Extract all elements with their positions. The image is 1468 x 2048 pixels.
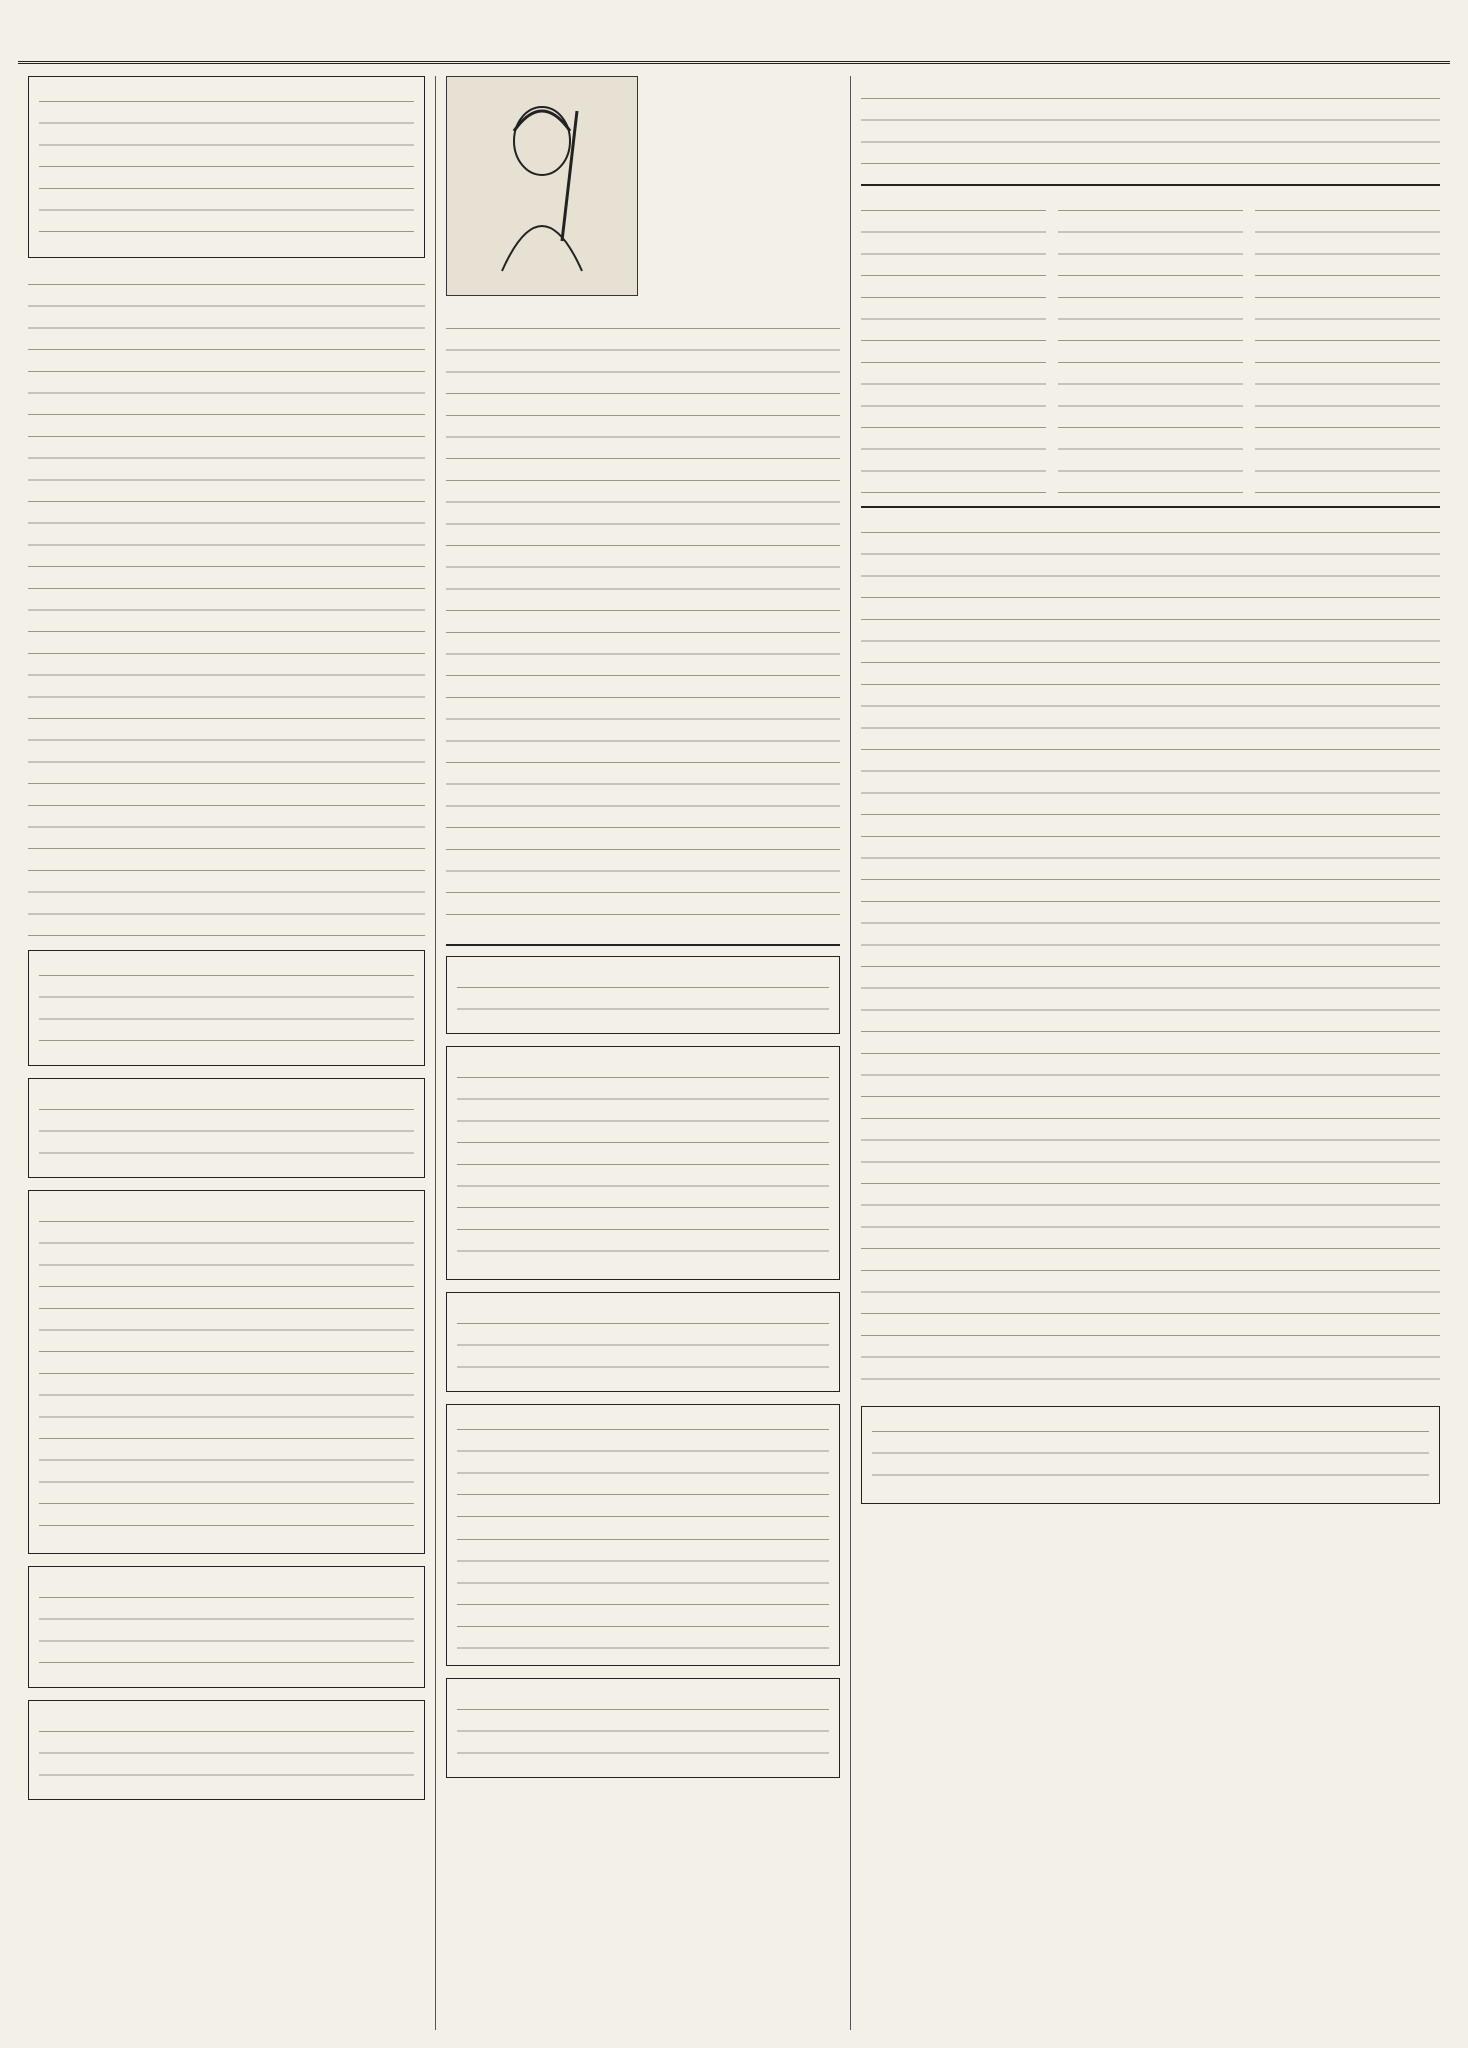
farewell-text <box>39 1095 414 1161</box>
article-text-a <box>1255 196 1440 496</box>
article-text-b <box>1058 196 1243 496</box>
dental-union-box <box>446 1678 840 1778</box>
ad-box-2 <box>446 1046 840 1280</box>
section-article-text <box>861 518 1440 1398</box>
column-middle <box>435 76 850 2030</box>
tender-text <box>39 1583 414 1671</box>
notice-real-box <box>28 1190 425 1554</box>
ad-2-text <box>457 1063 829 1263</box>
portrait-illustration-icon <box>446 76 638 296</box>
ad-box-1 <box>446 956 840 1034</box>
cinema-ad <box>861 1406 1440 1504</box>
divider <box>861 184 1440 186</box>
rent-box <box>28 1700 425 1800</box>
ad-box-3 <box>446 1292 840 1392</box>
serial-text <box>446 314 840 934</box>
rent-text <box>39 1717 414 1783</box>
ad-3-text <box>457 1309 829 1375</box>
newspaper-page <box>18 18 1450 2030</box>
film-credits <box>872 1417 1429 1487</box>
dental-union-text <box>457 1695 829 1761</box>
intro-box-text <box>39 87 414 247</box>
ad-box-left-1 <box>28 950 425 1066</box>
article-text-c <box>861 196 1046 496</box>
notice-real-text <box>39 1207 414 1537</box>
ad-1-text <box>457 973 829 1017</box>
column-left <box>18 76 435 2030</box>
article-columns <box>861 196 1440 496</box>
notice-box <box>446 1404 840 1666</box>
names-list <box>457 1525 829 1655</box>
divider <box>861 506 1440 508</box>
intro-box <box>28 76 425 258</box>
ad-left-1-text <box>39 961 414 1049</box>
divider <box>446 944 840 946</box>
farewell-box <box>28 1078 425 1178</box>
masthead <box>18 18 1450 64</box>
headline-deck <box>861 84 1440 174</box>
column-right <box>850 76 1450 2030</box>
serial-continuation-text <box>28 270 425 950</box>
tender-box <box>28 1566 425 1688</box>
notice-text <box>457 1415 829 1525</box>
